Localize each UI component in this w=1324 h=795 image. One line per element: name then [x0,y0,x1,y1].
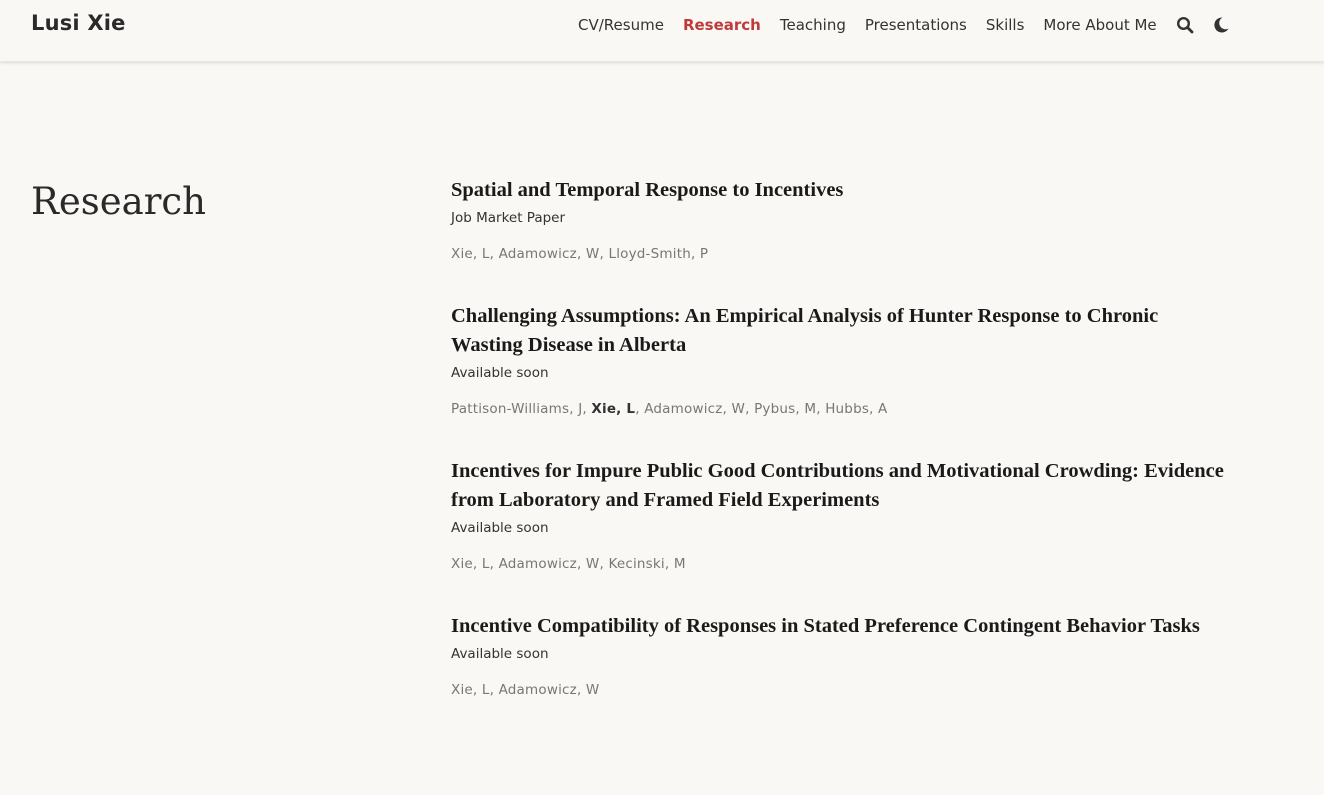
publication-authors: Xie, L, Adamowicz, W [451,682,600,698]
publication-note: Available soon [451,646,549,662]
author: Hubbs, A [825,401,888,417]
search-icon[interactable] [1176,16,1194,34]
author: Adamowicz, W [644,401,746,417]
author: Pattison-Williams, J [451,401,583,417]
page-title: Research [31,180,206,223]
nav-links [578,13,1248,37]
nav-skills[interactable]: Skills [985,16,1025,34]
publication-authors: Pattison-Williams, J, Xie, L, Adamowicz, W, Pybus, M, Hubbs, A [451,401,888,417]
author: Xie, L [451,556,490,572]
author: Pybus, M [754,401,817,417]
publication-note: Available soon [451,520,549,536]
site-brand[interactable]: Lusi Xie [31,11,126,35]
author-self: Xie, L [591,401,636,417]
publication-note: Available soon [451,365,549,381]
dark-mode-moon-icon[interactable] [1212,16,1230,34]
nav-cv-resume[interactable]: CV/Resume [578,16,664,34]
author: Adamowicz, W [498,556,600,572]
publication-list [451,176,1231,738]
publication-title[interactable]: Incentive Compatibility of Responses in Stated Preference Contingent Behavior Tasks [451,615,1200,637]
publication-item [451,302,1231,418]
nav-presentations[interactable]: Presentations [864,16,967,34]
author: Adamowicz, W [498,246,600,262]
top-navbar [0,0,1324,62]
publication-title[interactable]: Incentives for Impure Public Good Contributions and Motivational Crowding: Evidence from Laboratory and Framed Field Experiments [451,460,1224,511]
publication-authors: Xie, L, Adamowicz, W, Lloyd-Smith, P [451,246,709,262]
nav-research[interactable]: Research [682,16,761,34]
author: Adamowicz, W [498,682,600,698]
publication-title[interactable]: Spatial and Temporal Response to Incentives [451,179,844,201]
author: Xie, L [451,246,490,262]
publication-authors: Xie, L, Adamowicz, W, Kecinski, M [451,556,686,572]
publication-item [451,176,1231,263]
publication-note: Job Market Paper [451,210,566,226]
author: Lloyd-Smith, P [608,246,709,262]
nav-teaching[interactable]: Teaching [779,16,846,34]
author: Xie, L [451,682,490,698]
publication-item [451,612,1231,699]
nav-more-about-me[interactable]: More About Me [1043,16,1157,34]
author: Kecinski, M [608,556,686,572]
publication-item [451,457,1231,573]
publication-title[interactable]: Challenging Assumptions: An Empirical Analysis of Hunter Response to Chronic Wasting Disease in Alberta [451,305,1159,356]
